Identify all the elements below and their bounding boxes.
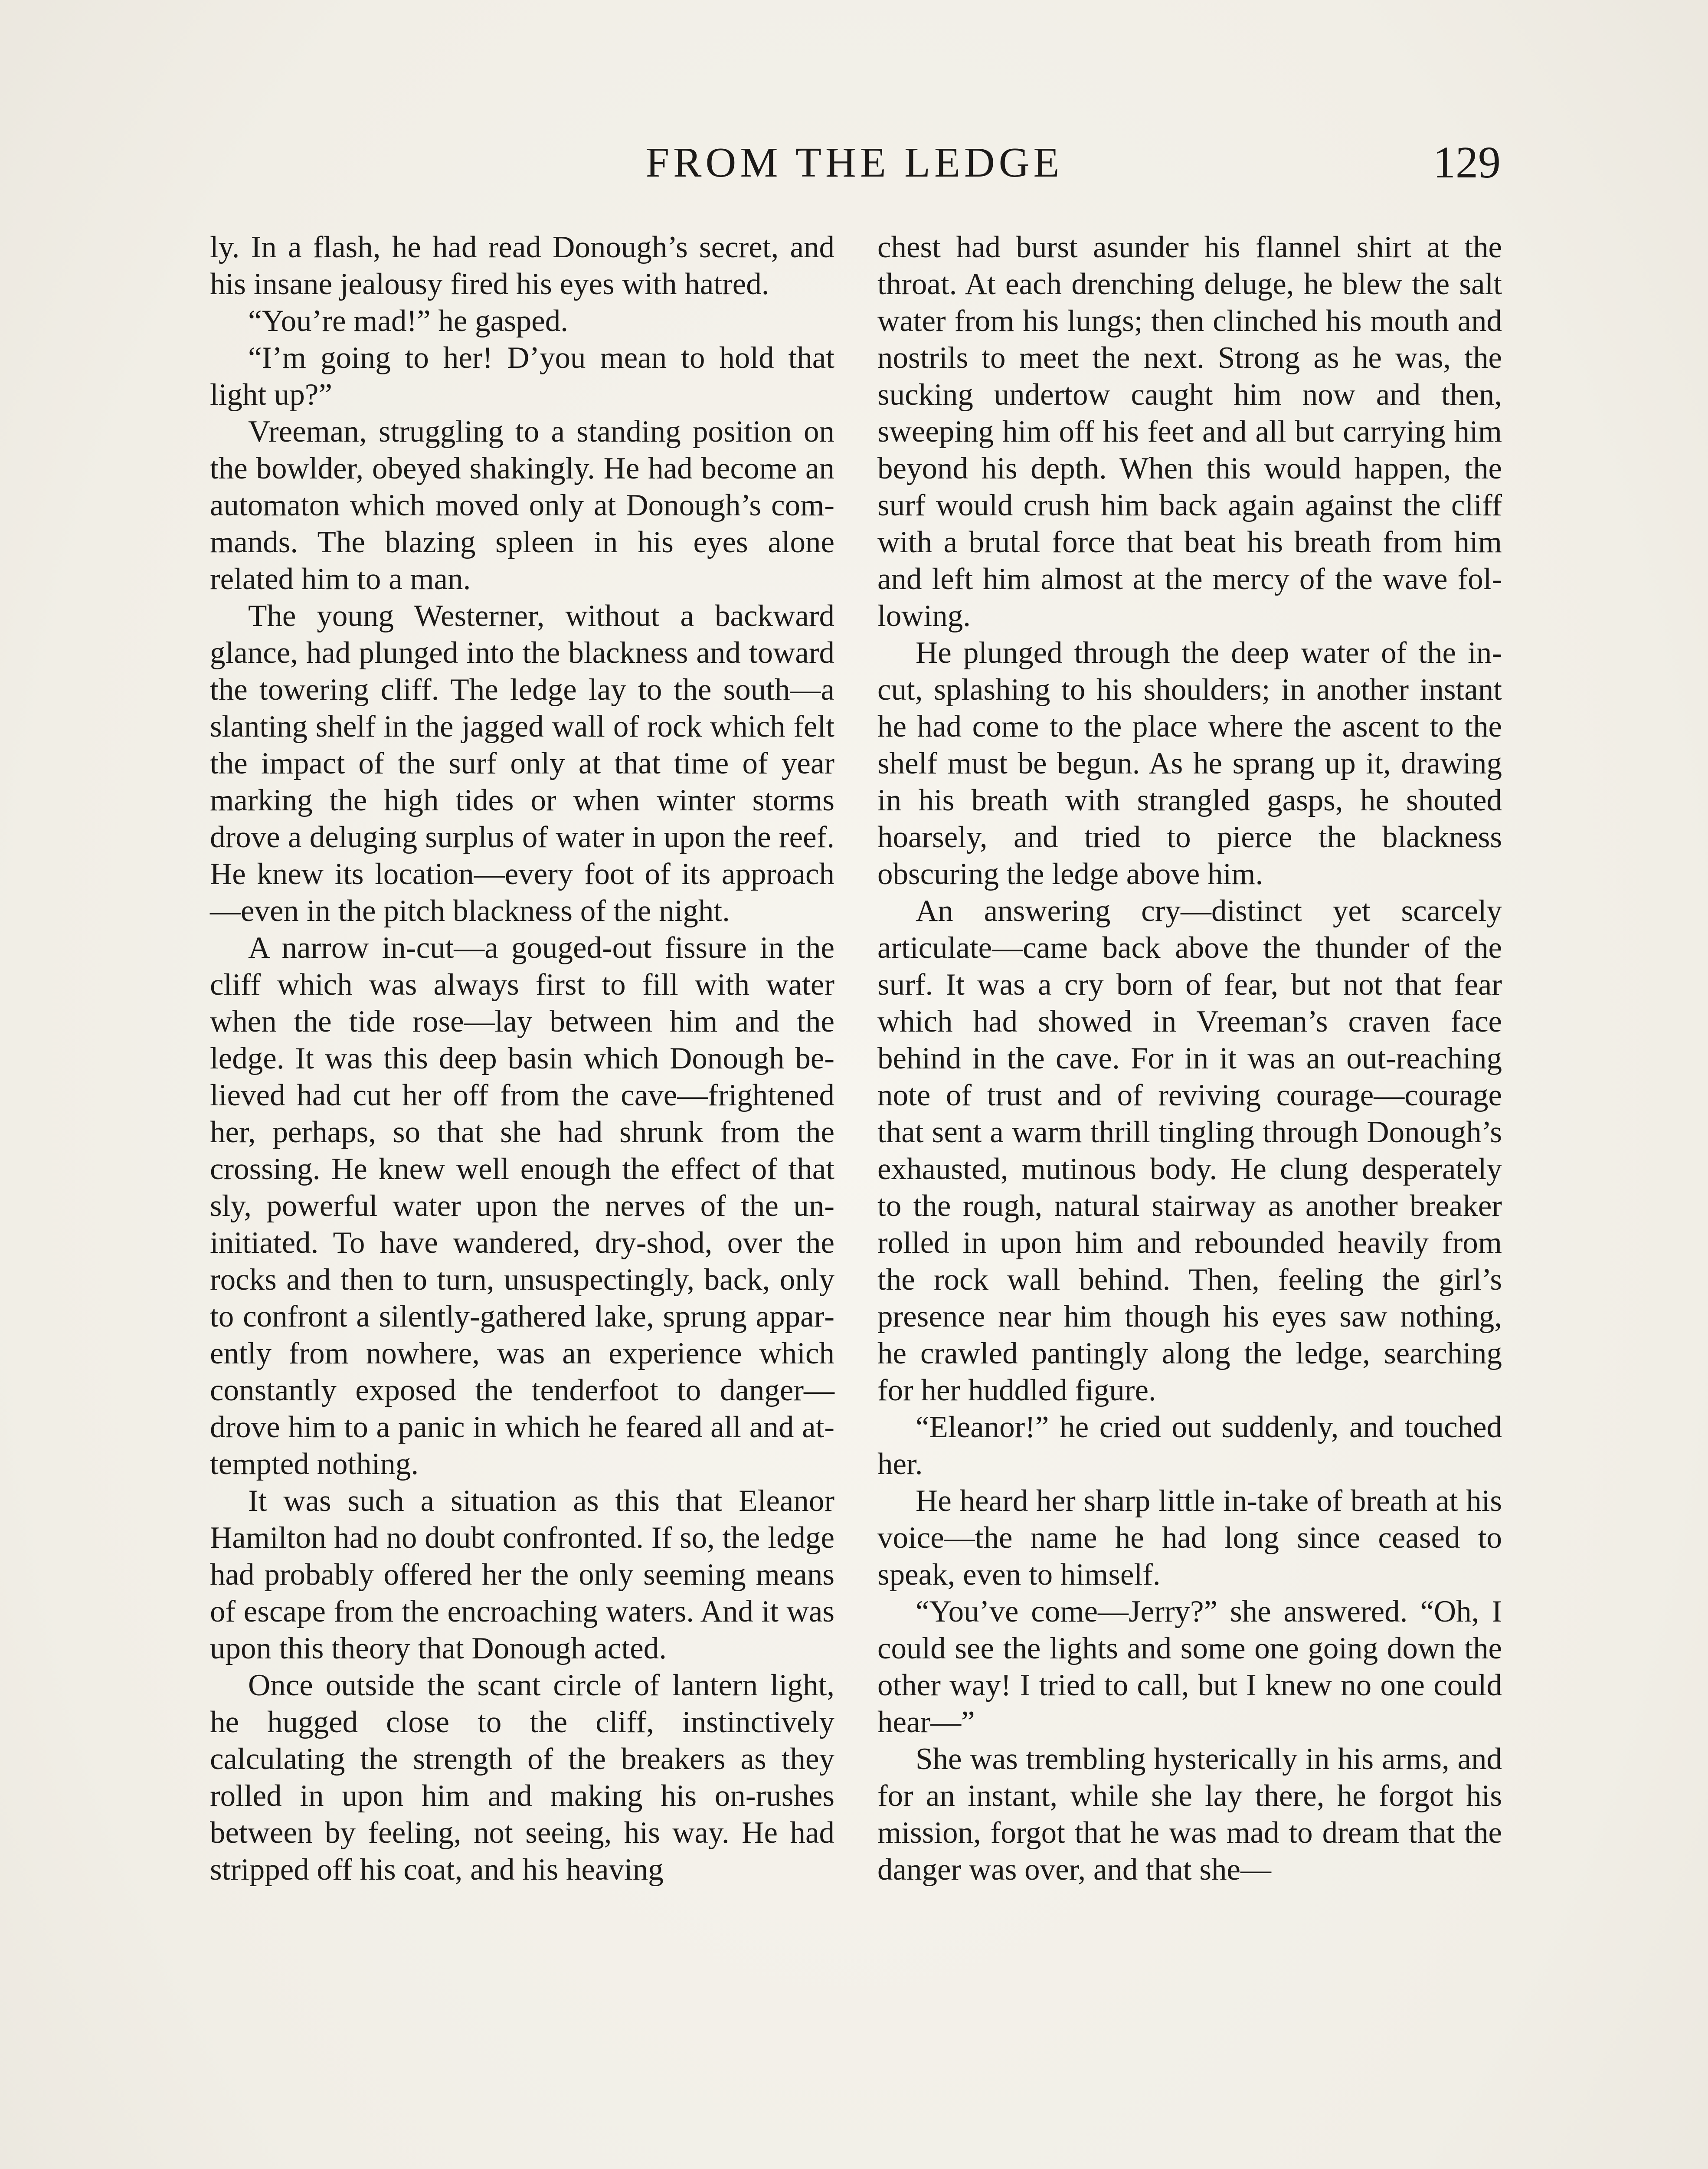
- paragraph: He heard her sharp little in-take of breath at his voice—the name he had long since ceased to speak, even to himself.: [877, 1484, 1502, 1592]
- paragraph: She was trembling hysterically in his arms, and for an instant, while she lay there, he forgot his mission, forgot that he was mad to dream that the danger was over, and that she—: [877, 1742, 1502, 1887]
- running-title: FROM THE LEDGE: [645, 139, 1063, 186]
- paragraph: Once outside the scant circle of lantern light, he hugged close to the cliff, instinctively calculating the strength of the breakers as they rolled in upon him and making his on-rushes between by feeling, not seeing, his way. He had stripped off his coat, and his heaving: [210, 1668, 834, 1887]
- paragraph: “I’m going to her! D’you mean to hold that light up?”: [210, 341, 834, 412]
- paragraph: Vreeman, struggling to a standing position on the bowlder, obeyed shakingly. He had become an automaton which moved only at Donough’s commands. The blazing spleen in his eyes alone related him to a man.: [210, 415, 834, 596]
- paragraph: ly. In a flash, he had read Donough’s secret, and his insane jealousy fired his eyes with hatred.: [210, 230, 834, 301]
- paragraph: “Eleanor!” he cried out suddenly, and touched her.: [877, 1410, 1502, 1481]
- paragraph: chest had burst asunder his flannel shirt at the throat. At each drenching deluge, he blew the salt water from his lungs; then clinched his mouth and nostrils to meet the next. Strong as he was, the sucking undertow caught him now and then, sweeping him off his feet and all but carrying him beyond his depth. When this would happen, the surf would crush him back again against the cliff with a brutal force that beat his breath from him and left him almost at the mercy of the wave following.: [877, 230, 1502, 633]
- paragraph: It was such a situation as this that Eleanor Hamilton had no doubt confronted. If so, the ledge had probably offered her the only seeming means of escape from the encroaching waters. And it was upon this theory that Donough acted.: [210, 1484, 834, 1665]
- paragraph: “You’re mad!” he gasped.: [248, 304, 569, 338]
- paragraph: He plunged through the deep water of the in-cut, splashing to his shoulders; in another instant he had come to the place where the ascent to the shelf must be begun. As he sprang up it, drawing in his breath with strangled gasps, he shouted hoarsely, and tried to pierce the blackness obscuring the ledge above him.: [877, 636, 1502, 891]
- paragraph: “You’ve come—Jerry?” she answered. “Oh, I could see the lights and some one going down the other way! I tried to call, but I knew no one could hear—”: [877, 1595, 1502, 1739]
- paragraph: The young Westerner, without a backward glance, had plunged into the blackness and toward the towering cliff. The ledge lay to the south—a slanting shelf in the jagged wall of rock which felt the impact of the surf only at that time of year marking the high tides or when winter storms drove a deluging surplus of water in upon the reef. He knew its location—every foot of its approach—even in the pitch blackness of the night.: [210, 599, 834, 928]
- page-header: [208, 130, 1501, 195]
- right-text-column: [877, 229, 1502, 1888]
- paragraph: An answering cry—distinct yet scarcely articulate—came back above the thunder of the surf. It was a cry born of fear, but not that fear which had showed in Vreeman’s craven face behind in the cave. For in it was an out-reaching note of trust and of reviving courage—courage that sent a warm thrill tingling through Donough’s exhausted, mutinous body. He clung desperately to the rough, natural stairway as another breaker rolled in upon him and rebounded heavily from the rock wall behind. Then, feeling the girl’s presence near him though his eyes saw nothing, he crawled pantingly along the ledge, searching for her huddled figure.: [877, 894, 1502, 1407]
- paragraph: A narrow in-cut—a gouged-out fissure in the cliff which was always first to fill with water when the tide rose—lay between him and the ledge. It was this deep basin which Donough believed had cut her off from the cave—frightened her, perhaps, so that she had shrunk from the crossing. He knew well enough the effect of that sly, powerful water upon the nerves of the uninitiated. To have wandered, dry-shod, over the rocks and then to turn, unsuspectingly, back, only to confront a silently-gathered lake, sprung apparently from nowhere, was an experience which constantly exposed the tenderfoot to danger—drove him to a panic in which he feared all and attempted nothing.: [210, 931, 834, 1481]
- left-text-column: [210, 229, 834, 1888]
- page-number: 129: [1433, 138, 1501, 187]
